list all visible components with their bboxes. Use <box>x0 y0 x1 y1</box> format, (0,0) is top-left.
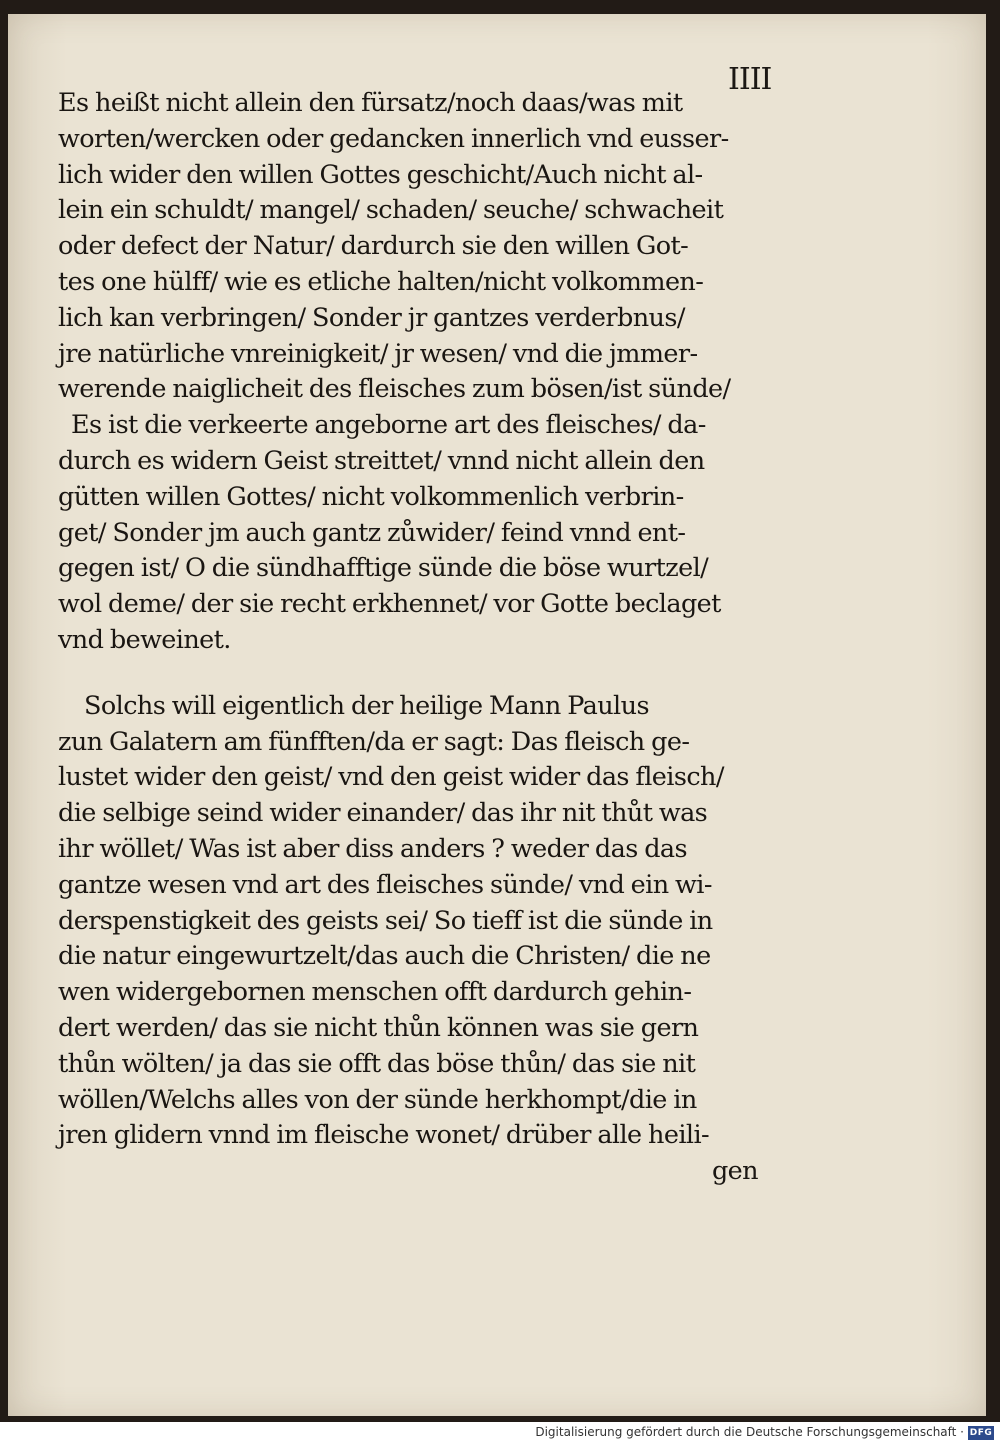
text-line: durch es widern Geist streittet/ vnnd nicht allein den <box>58 445 705 476</box>
text-line: die selbige seind wider einander/ das ihr nit thůt was <box>58 798 708 829</box>
text-line: jre natürliche vnreinigkeit/ jr wesen/ vnd die jmmer- <box>58 338 698 369</box>
text-line: lustet wider den geist/ vnd den geist wider das fleisch/ <box>58 762 724 793</box>
text-line: lich wider den willen Gottes geschicht/Auch nicht al- <box>58 159 703 190</box>
text-line: wen widergebornen menschen offt dardurch gehin- <box>58 977 692 1008</box>
funding-notice: Digitalisierung gefördert durch die Deutsche Forschungsgemeinschaft · <box>535 1425 964 1439</box>
text-line: gegen ist/ O die sündhafftige sünde die böse wurtzel/ <box>58 553 709 584</box>
text-line: Solchs will eigentlich der heilige Mann Paulus <box>58 690 649 721</box>
footer-bar <box>0 1422 1000 1444</box>
folio-number: IIII <box>728 62 772 97</box>
text-line: jren glidern vnnd im fleische wonet/ drüber alle heili- <box>58 1120 710 1151</box>
book-page <box>8 14 986 1416</box>
text-line: oder defect der Natur/ dardurch sie den willen Got- <box>58 231 689 262</box>
text-line: lich kan verbringen/ Sonder jr gantzes verderbnus/ <box>58 302 685 333</box>
text-line: thůn wölten/ ja das sie offt das böse thůn/ das sie nit <box>58 1048 696 1079</box>
text-line: dert werden/ das sie nicht thůn können was sie gern <box>58 1012 699 1043</box>
text-line: worten/wercken oder gedancken innerlich vnd eusser- <box>58 123 729 154</box>
text-line: vnd beweinet. <box>58 624 231 655</box>
text-line: zun Galatern am fünfften/da er sagt: Das fleisch ge- <box>58 726 690 757</box>
paragraph-2 <box>58 689 768 1154</box>
dfg-logo-icon: DFG <box>969 1428 993 1438</box>
text-line: die natur eingewurtzelt/das auch die Christen/ die ne <box>58 941 711 972</box>
text-line: Es ist die verkeerte angeborne art des fleisches/ da- <box>58 410 706 441</box>
text-line: werende naiglicheit des fleisches zum bösen/ist sünde/ <box>58 374 731 405</box>
text-line: wol deme/ der sie recht erkhennet/ vor Gotte beclaget <box>58 589 721 620</box>
text-line: ihr wöllet/ Was ist aber diss anders ? weder das das <box>58 833 688 864</box>
text-line: tes one hülff/ wie es etliche halten/nicht volkommen- <box>58 266 704 297</box>
text-line: Es heißt nicht allein den fürsatz/noch daas/was mit <box>58 88 683 118</box>
text-line: get/ Sonder jm auch gantz zůwider/ feind vnnd ent- <box>58 517 686 548</box>
catchword: gen <box>711 1156 758 1187</box>
text-line: gütten willen Gottes/ nicht volkommenlich verbrin- <box>58 481 684 512</box>
text-line: derspenstigkeit des geists sei/ So tieff ist die sünde in <box>58 905 713 936</box>
paragraph-gap <box>58 659 768 689</box>
page-text <box>58 86 768 1190</box>
text-line: lein ein schuldt/ mangel/ schaden/ seuche/ schwacheit <box>58 195 724 226</box>
paragraph-1 <box>58 86 768 659</box>
text-line: gantze wesen vnd art des fleisches sünde/ vnd ein wi- <box>58 869 712 900</box>
text-line: wöllen/Welchs alles von der sünde herkhompt/die in <box>58 1084 697 1115</box>
